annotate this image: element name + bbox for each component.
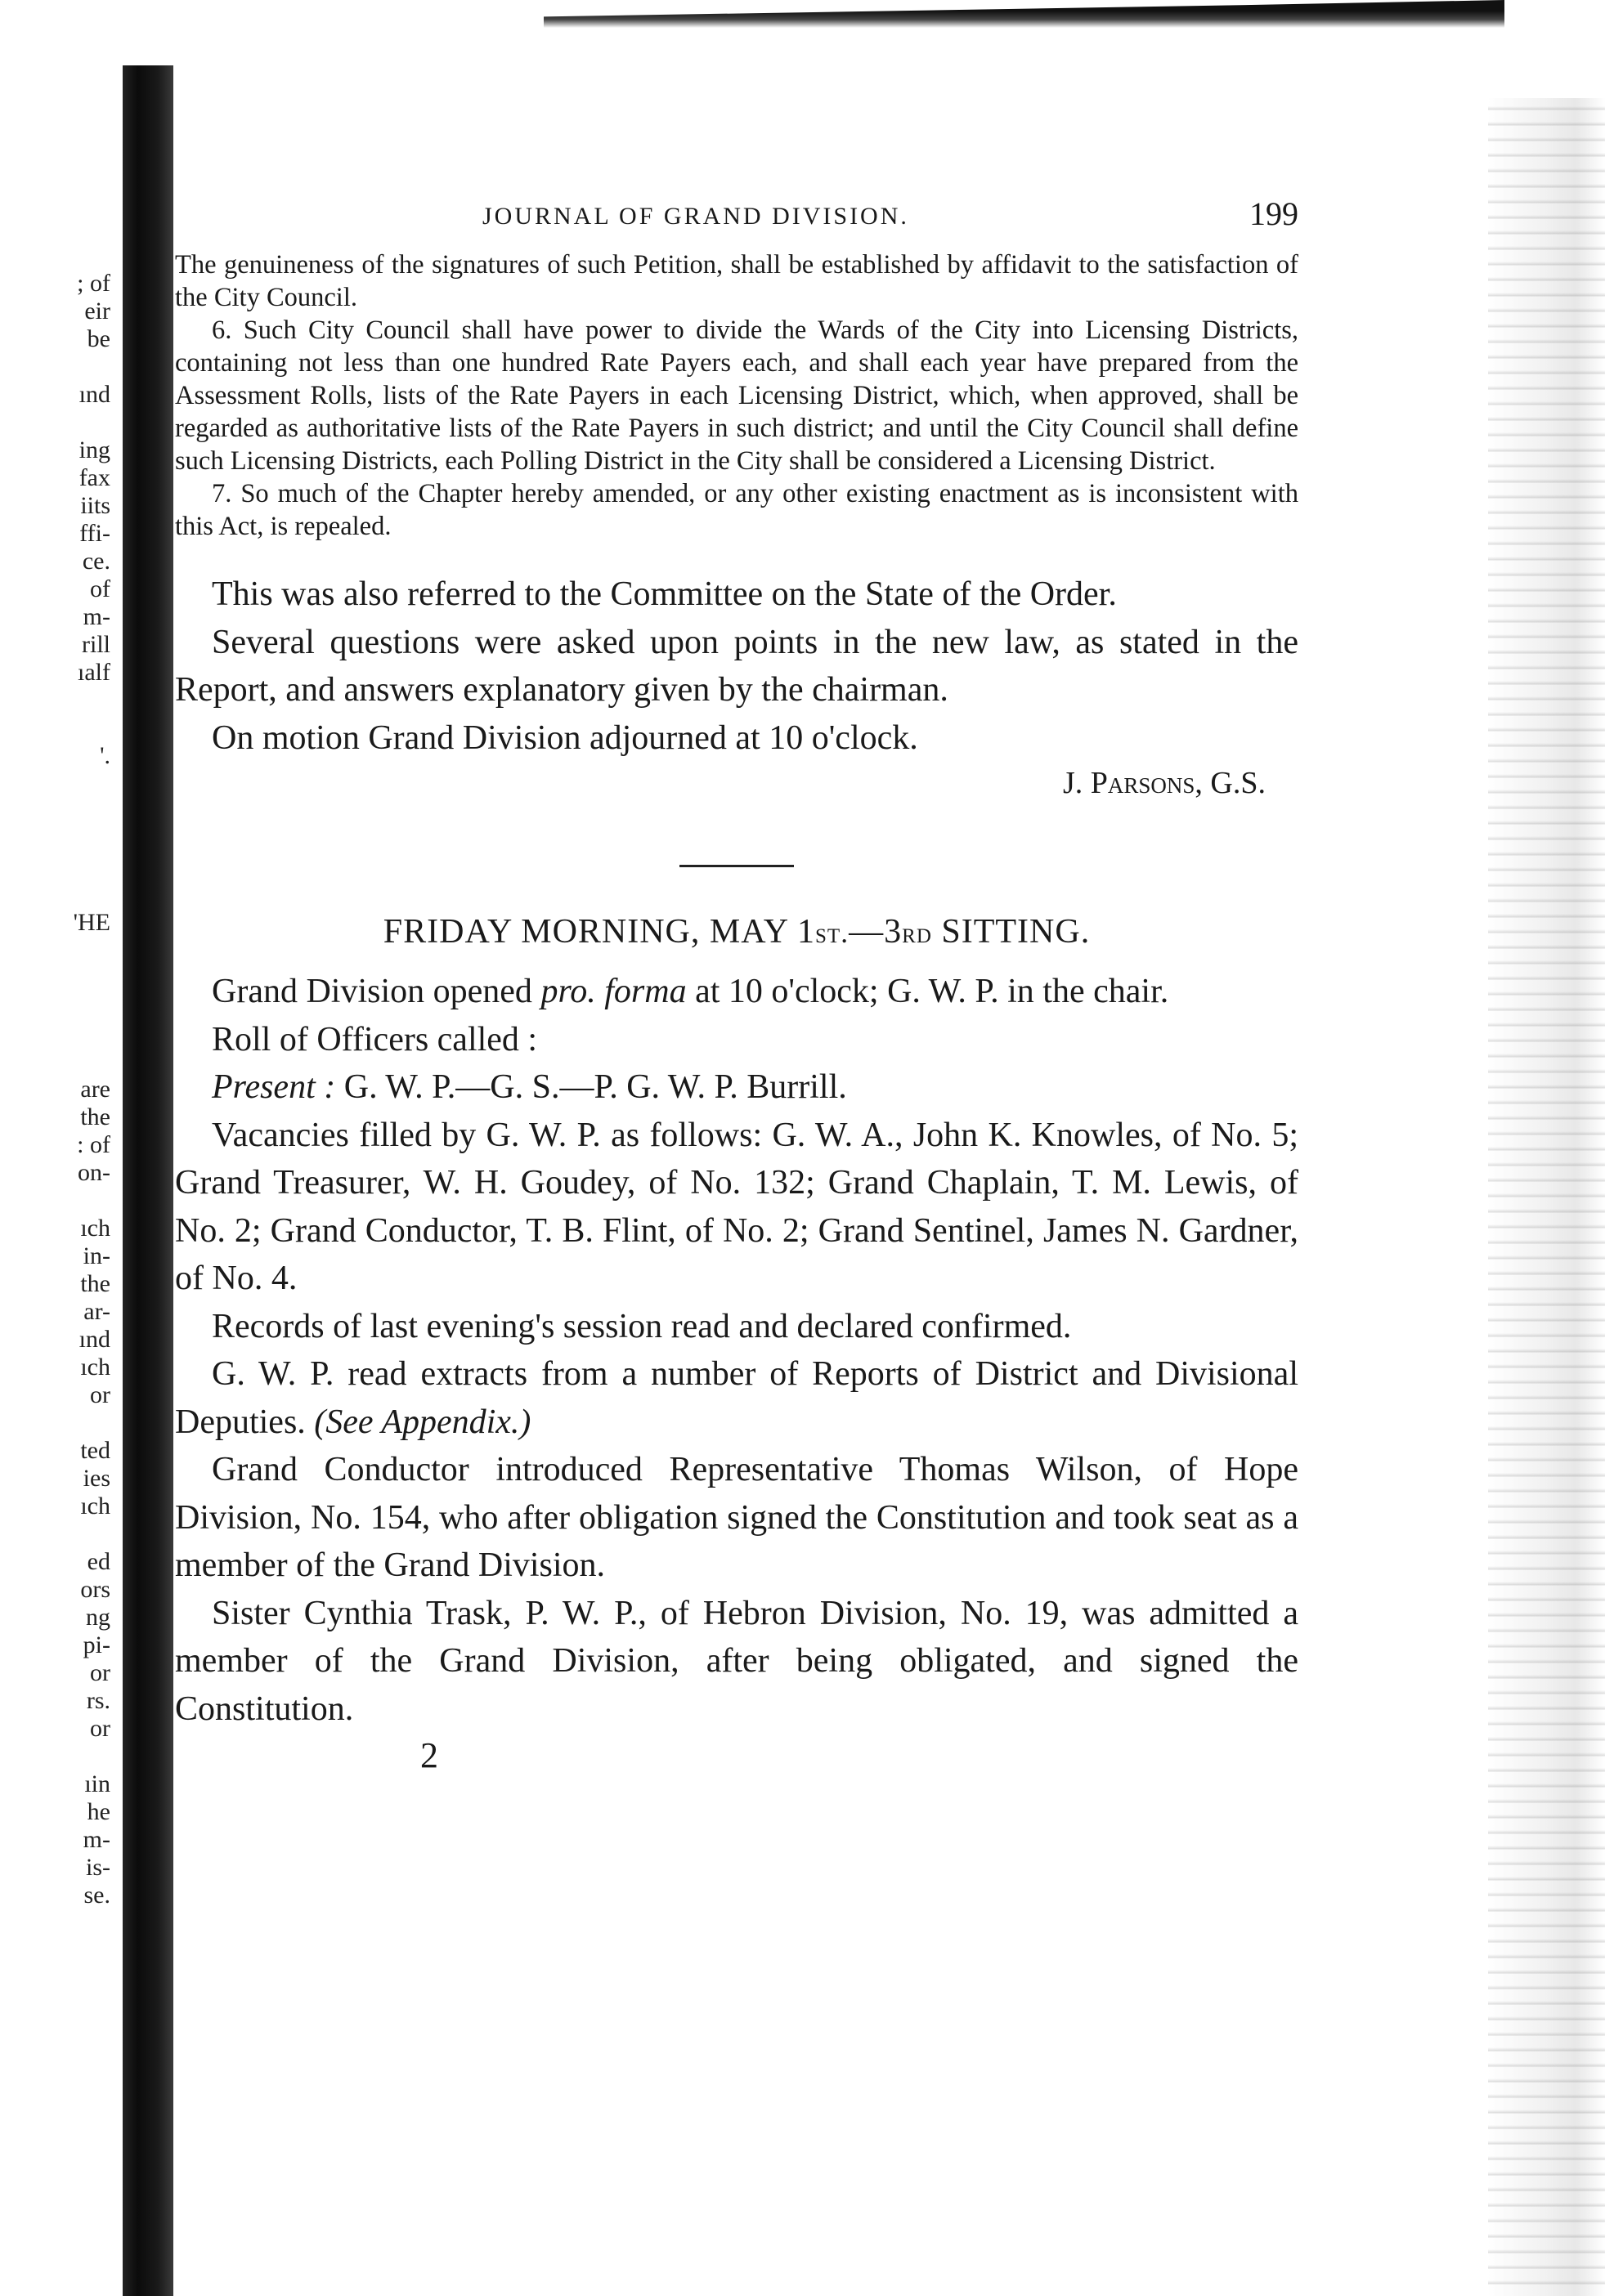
margin-fragment: [0, 353, 110, 381]
margin-fragment: be: [87, 325, 110, 352]
margin-fragment: [0, 770, 110, 798]
margin-fragment: [0, 964, 110, 992]
margin-fragment: on-: [78, 1159, 110, 1186]
quoted-act: [175, 248, 1298, 543]
paragraph-wilson: Grand Conductor introduced Representative Thomas Wilson, of Hope Division, No. 154, who after obligation signed the Constitution and took seat as a member of the Grand Division.: [175, 1451, 1298, 1584]
margin-fragment: is-: [86, 1854, 110, 1881]
margin-fragment: [0, 409, 110, 436]
margin-fragment: m-: [83, 1826, 110, 1853]
paragraph-opened: [175, 968, 1298, 1016]
paragraph-adjourned: On motion Grand Division adjourned at 10 o'clock.: [212, 718, 918, 757]
margin-fragment: ing: [78, 436, 110, 463]
act-section-7: 7. So much of the Chapter hereby amended, or any other existing enactment as is inconsistent with this Act, is repealed.: [175, 479, 1298, 541]
margin-fragment: ıch: [80, 1493, 110, 1519]
thursday-close: [175, 571, 1298, 762]
opened-text-a: Grand Division opened: [212, 973, 541, 1010]
margin-fragment: ınd: [78, 1326, 110, 1353]
margin-fragment: '.: [100, 742, 110, 769]
running-head: JOURNAL OF GRAND DIVISION.: [482, 203, 909, 230]
margin-fragment: ıch: [80, 1215, 110, 1242]
margin-fragment: of: [90, 575, 110, 602]
page-body: [175, 188, 1298, 1776]
margin-fragment: ce.: [82, 548, 110, 575]
title-dash: —3: [849, 913, 903, 951]
margin-fragment: [0, 798, 110, 826]
margin-fragment: fax: [78, 464, 110, 491]
paragraph-referred: This was also referred to the Committee on the State of the Order.: [212, 575, 1117, 613]
present-text: G. W. P.—G. S.—P. G. W. P. Burrill.: [335, 1068, 847, 1106]
margin-fragment: [0, 1743, 110, 1770]
opened-text-b: at 10 o'clock; G. W. P. in the chair.: [686, 973, 1169, 1010]
margin-fragment: [0, 1020, 110, 1048]
margin-fragment: ted: [80, 1437, 110, 1464]
title-main: FRIDAY MORNING, MAY 1: [383, 913, 815, 951]
act-section-6: 6. Such City Council shall have power to divide the Wards of the City into Licensing Districts, containing not less than one hundred Rate Payers each, and shall each year have prepared from the Assessment Rolls, lists of the Rate Payers in each Licensing District, which, when approved, shall be regarded as authoritative lists of the Rate Payers in such district; and until the City Council shall define such Licensing Districts, each Polling District in the City shall be considered a Licensing District.: [175, 316, 1298, 476]
margin-fragment: ıalf: [78, 659, 110, 686]
margin-fragment: pi-: [83, 1631, 110, 1658]
margin-fragment: [0, 826, 110, 853]
paragraph-roll: Roll of Officers called :: [212, 1020, 538, 1058]
see-appendix: (See Appendix.): [314, 1403, 531, 1441]
page-header: [175, 188, 1298, 237]
margin-fragment: rill: [82, 631, 110, 658]
margin-fragment: [0, 687, 110, 714]
page-number: 199: [1249, 195, 1298, 232]
paragraph-present: [175, 1063, 1298, 1112]
margin-fragment: ıin: [84, 1770, 110, 1797]
margin-fragment: ng: [86, 1604, 110, 1631]
signature-initial: J.: [1062, 766, 1091, 800]
scan-gutter-shadow: [123, 65, 173, 2296]
paragraph-records: Records of last evening's session read and declared confirmed.: [212, 1307, 1072, 1345]
margin-fragment: se.: [83, 1882, 110, 1909]
scan-right-edge: [1488, 98, 1605, 2296]
margin-fragment: ar-: [83, 1298, 110, 1325]
extracts-text: G. W. P. read extracts from a number of Reports of District and Divisional Deputies.: [175, 1355, 1298, 1441]
title-sitting: SITTING.: [931, 913, 1091, 951]
margin-fragment: eir: [84, 298, 110, 324]
margin-fragment: the: [80, 1103, 110, 1130]
present-label: Present :: [212, 1068, 336, 1106]
margin-fragment: [0, 1048, 110, 1076]
margin-fragment: [0, 1187, 110, 1215]
margin-fragment: rs.: [86, 1687, 110, 1714]
margin-fragment: ınd: [78, 381, 110, 408]
left-margin-fragments: [0, 270, 110, 1909]
margin-fragment: ffi-: [79, 520, 110, 547]
friday-minutes: [175, 968, 1298, 1733]
margin-fragment: or: [90, 1659, 110, 1686]
act-line-signatures: The genuineness of the signatures of such Petition, shall be established by affidavit to the satisfaction of the City Council.: [175, 250, 1298, 312]
margin-fragment: ies: [83, 1465, 110, 1492]
signature-name: Parsons: [1090, 766, 1195, 800]
paragraph-extracts: [175, 1350, 1298, 1446]
scan-top-rule: [544, 0, 1504, 28]
opened-pro-forma: pro. forma: [540, 973, 687, 1010]
paragraph-vacancies: Vacancies filled by G. W. P. as follows: G. W. A., John K. Knowles, of No. 5; Grand Treasurer, W. H. Goudey, of No. 132; Grand Chaplain, T. M. Lewis, of No. 2; Grand Conductor, T. B. Flint, of No. 2; Grand Sentinel, James N. Gardner, of No. 4.: [175, 1116, 1298, 1297]
margin-fragment: or: [90, 1715, 110, 1742]
title-st: st.: [814, 916, 850, 949]
paragraph-trask: Sister Cynthia Trask, P. W. P., of Hebron Division, No. 19, was admitted a member of the Grand Division, after being obligated, and signed the Constitution.: [175, 1594, 1298, 1728]
margin-fragment: he: [87, 1798, 110, 1825]
margin-fragment: ; of: [77, 270, 110, 297]
margin-fragment: [0, 992, 110, 1020]
margin-fragment: [0, 853, 110, 881]
margin-fragment: [0, 881, 110, 909]
margin-fragment: ors: [80, 1576, 110, 1603]
margin-fragment: [0, 714, 110, 742]
margin-fragment: m-: [83, 603, 110, 630]
section-title: [175, 912, 1298, 951]
margin-fragment: [0, 1520, 110, 1548]
secretary-signature: [175, 765, 1298, 801]
margin-fragment: 'HE: [73, 909, 110, 936]
margin-fragment: or: [90, 1381, 110, 1408]
margin-fragment: : of: [77, 1131, 110, 1158]
margin-fragment: ed: [87, 1548, 110, 1575]
title-rd: rd: [902, 916, 932, 949]
signature-mark: 2: [420, 1735, 438, 1775]
paragraph-questions: Several questions were asked upon points in the new law, as stated in the Report, and answers explanatory given by the chairman.: [175, 623, 1298, 709]
margin-fragment: [0, 1409, 110, 1437]
margin-fragment: are: [80, 1076, 110, 1103]
margin-fragment: iits: [80, 492, 110, 519]
margin-fragment: ıch: [80, 1354, 110, 1381]
margin-fragment: [0, 937, 110, 964]
signature-title: , G.S.: [1195, 766, 1266, 800]
margin-fragment: in-: [83, 1242, 110, 1269]
section-divider: [679, 865, 794, 867]
margin-fragment: the: [80, 1270, 110, 1297]
